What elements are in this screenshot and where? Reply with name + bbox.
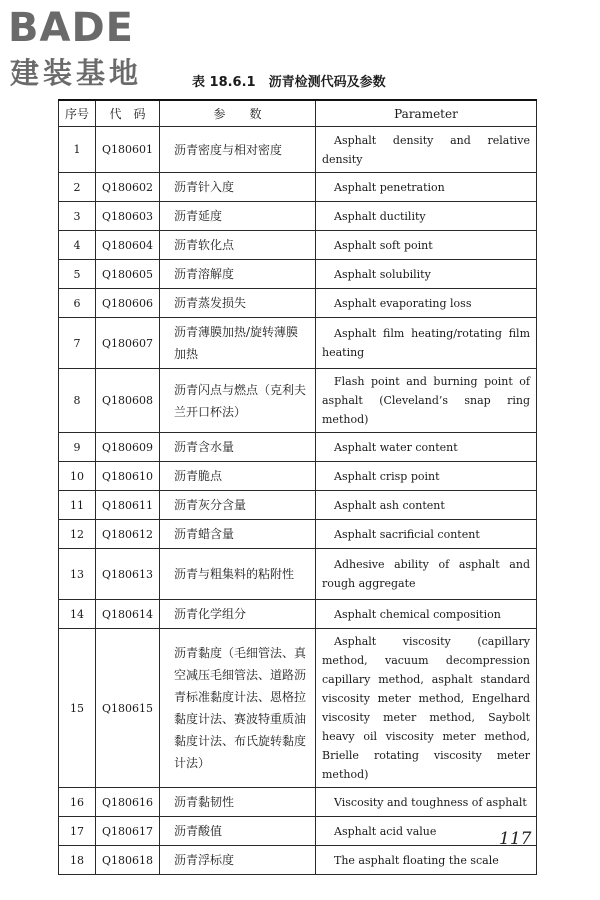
row-code: Q180610 — [96, 462, 160, 491]
row-code: Q180607 — [96, 318, 160, 369]
row-code: Q180602 — [96, 173, 160, 202]
row-param-en — [316, 846, 537, 875]
row-number: 4 — [59, 231, 96, 260]
row-param-en — [316, 260, 537, 289]
table-row — [59, 289, 537, 318]
row-number: 15 — [59, 629, 96, 788]
row-param-en — [316, 629, 537, 788]
row-number: 18 — [59, 846, 96, 875]
row-param-zh: 沥青溶解度 — [160, 260, 316, 289]
table-row — [59, 173, 537, 202]
row-param-en-text: Asphalt viscosity (capillary method, vacuum decompression capillary method, asphalt standard viscosity meter method, Engelhard viscosity meter method, Saybolt heavy oil viscosity meter method, Brielle rotating viscosity meter method) — [322, 635, 530, 781]
row-code: Q180616 — [96, 788, 160, 817]
row-code: Q180613 — [96, 549, 160, 600]
row-param-zh: 沥青软化点 — [160, 231, 316, 260]
row-code: Q180605 — [96, 260, 160, 289]
row-number: 7 — [59, 318, 96, 369]
logo-subtitle: 建装基地 — [10, 56, 143, 90]
row-param-en-text: Adhesive ability of asphalt and rough aggregate — [322, 558, 530, 590]
table-row — [59, 127, 537, 173]
table-row — [59, 369, 537, 433]
row-param-zh: 沥青密度与相对密度 — [160, 127, 316, 173]
row-param-zh: 沥青薄膜加热/旋转薄膜加热 — [160, 318, 316, 369]
row-number: 5 — [59, 260, 96, 289]
row-number: 8 — [59, 369, 96, 433]
table-row — [59, 462, 537, 491]
row-param-en — [316, 173, 537, 202]
table-row — [59, 629, 537, 788]
row-param-zh: 沥青含水量 — [160, 433, 316, 462]
row-param-zh: 沥青浮标度 — [160, 846, 316, 875]
row-param-en — [316, 318, 537, 369]
row-param-zh: 沥青黏度（毛细管法、真空减压毛细管法、道路沥青标准黏度计法、恩格拉黏度计法、赛波特重质油黏度计法、布氏旋转黏度计法） — [160, 629, 316, 788]
row-param-zh: 沥青与粗集料的粘附性 — [160, 549, 316, 600]
table-header-row — [59, 100, 537, 127]
row-code: Q180618 — [96, 846, 160, 875]
table-body — [59, 127, 537, 875]
row-param-zh: 沥青黏韧性 — [160, 788, 316, 817]
row-param-zh: 沥青闪点与燃点（克利夫兰开口杯法） — [160, 369, 316, 433]
table-row — [59, 817, 537, 846]
row-number: 17 — [59, 817, 96, 846]
row-param-en-text: Viscosity and toughness of asphalt — [334, 795, 527, 809]
row-param-zh: 沥青脆点 — [160, 462, 316, 491]
row-param-en-text: Asphalt chemical composition — [334, 607, 501, 621]
row-param-en-text: Asphalt acid value — [334, 824, 437, 838]
page-number: 117 — [499, 829, 532, 849]
row-param-en-text: Asphalt evaporating loss — [334, 296, 472, 310]
row-param-en — [316, 549, 537, 600]
row-param-en — [316, 600, 537, 629]
row-param-en-text: Asphalt water content — [334, 440, 458, 454]
row-param-en-text: Asphalt crisp point — [334, 469, 440, 483]
row-param-en-text: Asphalt film heating/rotating film heating — [322, 327, 530, 359]
table-row — [59, 491, 537, 520]
row-param-en-text: Asphalt density and relative density — [322, 133, 530, 166]
row-param-en-text: Asphalt solubility — [334, 267, 431, 281]
table-row — [59, 202, 537, 231]
row-param-en — [316, 433, 537, 462]
row-param-en — [316, 231, 537, 260]
row-code: Q180603 — [96, 202, 160, 231]
row-code: Q180614 — [96, 600, 160, 629]
row-param-en — [316, 520, 537, 549]
row-code: Q180609 — [96, 433, 160, 462]
row-number: 1 — [59, 127, 96, 173]
table-title: 表 18.6.1 沥青检测代码及参数 — [192, 75, 386, 90]
row-code: Q180611 — [96, 491, 160, 520]
header-param-en: Parameter — [316, 100, 537, 127]
row-param-en — [316, 788, 537, 817]
row-number: 6 — [59, 289, 96, 318]
row-param-zh: 沥青化学组分 — [160, 600, 316, 629]
row-code: Q180612 — [96, 520, 160, 549]
row-param-en — [316, 491, 537, 520]
row-param-zh: 沥青蜡含量 — [160, 520, 316, 549]
row-param-en-text: Asphalt soft point — [334, 238, 433, 252]
header-index: 序号 — [59, 100, 96, 127]
table-row — [59, 600, 537, 629]
table-row — [59, 520, 537, 549]
row-param-zh: 沥青酸值 — [160, 817, 316, 846]
row-param-zh: 沥青针入度 — [160, 173, 316, 202]
table-row — [59, 260, 537, 289]
row-param-zh: 沥青灰分含量 — [160, 491, 316, 520]
row-param-en — [316, 127, 537, 173]
row-param-zh: 沥青蒸发损失 — [160, 289, 316, 318]
row-number: 10 — [59, 462, 96, 491]
row-code: Q180601 — [96, 127, 160, 173]
row-number: 3 — [59, 202, 96, 231]
row-code: Q180615 — [96, 629, 160, 788]
bade-logo — [8, 6, 178, 92]
table-row — [59, 433, 537, 462]
row-number: 13 — [59, 549, 96, 600]
row-code: Q180606 — [96, 289, 160, 318]
header-param-zh: 参 数 — [160, 100, 316, 127]
row-number: 2 — [59, 173, 96, 202]
row-code: Q180617 — [96, 817, 160, 846]
row-param-en — [316, 202, 537, 231]
header-code: 代 码 — [96, 100, 160, 127]
row-number: 12 — [59, 520, 96, 549]
table-row — [59, 318, 537, 369]
table-row — [59, 788, 537, 817]
row-param-zh: 沥青延度 — [160, 202, 316, 231]
asphalt-code-table — [58, 99, 537, 875]
row-code: Q180608 — [96, 369, 160, 433]
row-param-en-text: Flash point and burning point of asphalt (Cleveland’s snap ring method) — [322, 375, 530, 426]
logo-wordmark: BADE — [8, 5, 134, 51]
row-param-en-text: Asphalt ductility — [334, 209, 426, 223]
table-row — [59, 231, 537, 260]
row-param-en — [316, 289, 537, 318]
row-param-en-text: Asphalt sacrificial content — [334, 527, 480, 541]
table-row — [59, 846, 537, 875]
row-param-en — [316, 369, 537, 433]
table-row — [59, 549, 537, 600]
row-param-en-text: Asphalt ash content — [334, 498, 445, 512]
row-param-en-text: Asphalt penetration — [334, 180, 445, 194]
row-param-en — [316, 462, 537, 491]
row-number: 14 — [59, 600, 96, 629]
row-number: 16 — [59, 788, 96, 817]
row-code: Q180604 — [96, 231, 160, 260]
row-param-en-text: The asphalt floating the scale — [334, 853, 499, 867]
row-number: 11 — [59, 491, 96, 520]
row-number: 9 — [59, 433, 96, 462]
